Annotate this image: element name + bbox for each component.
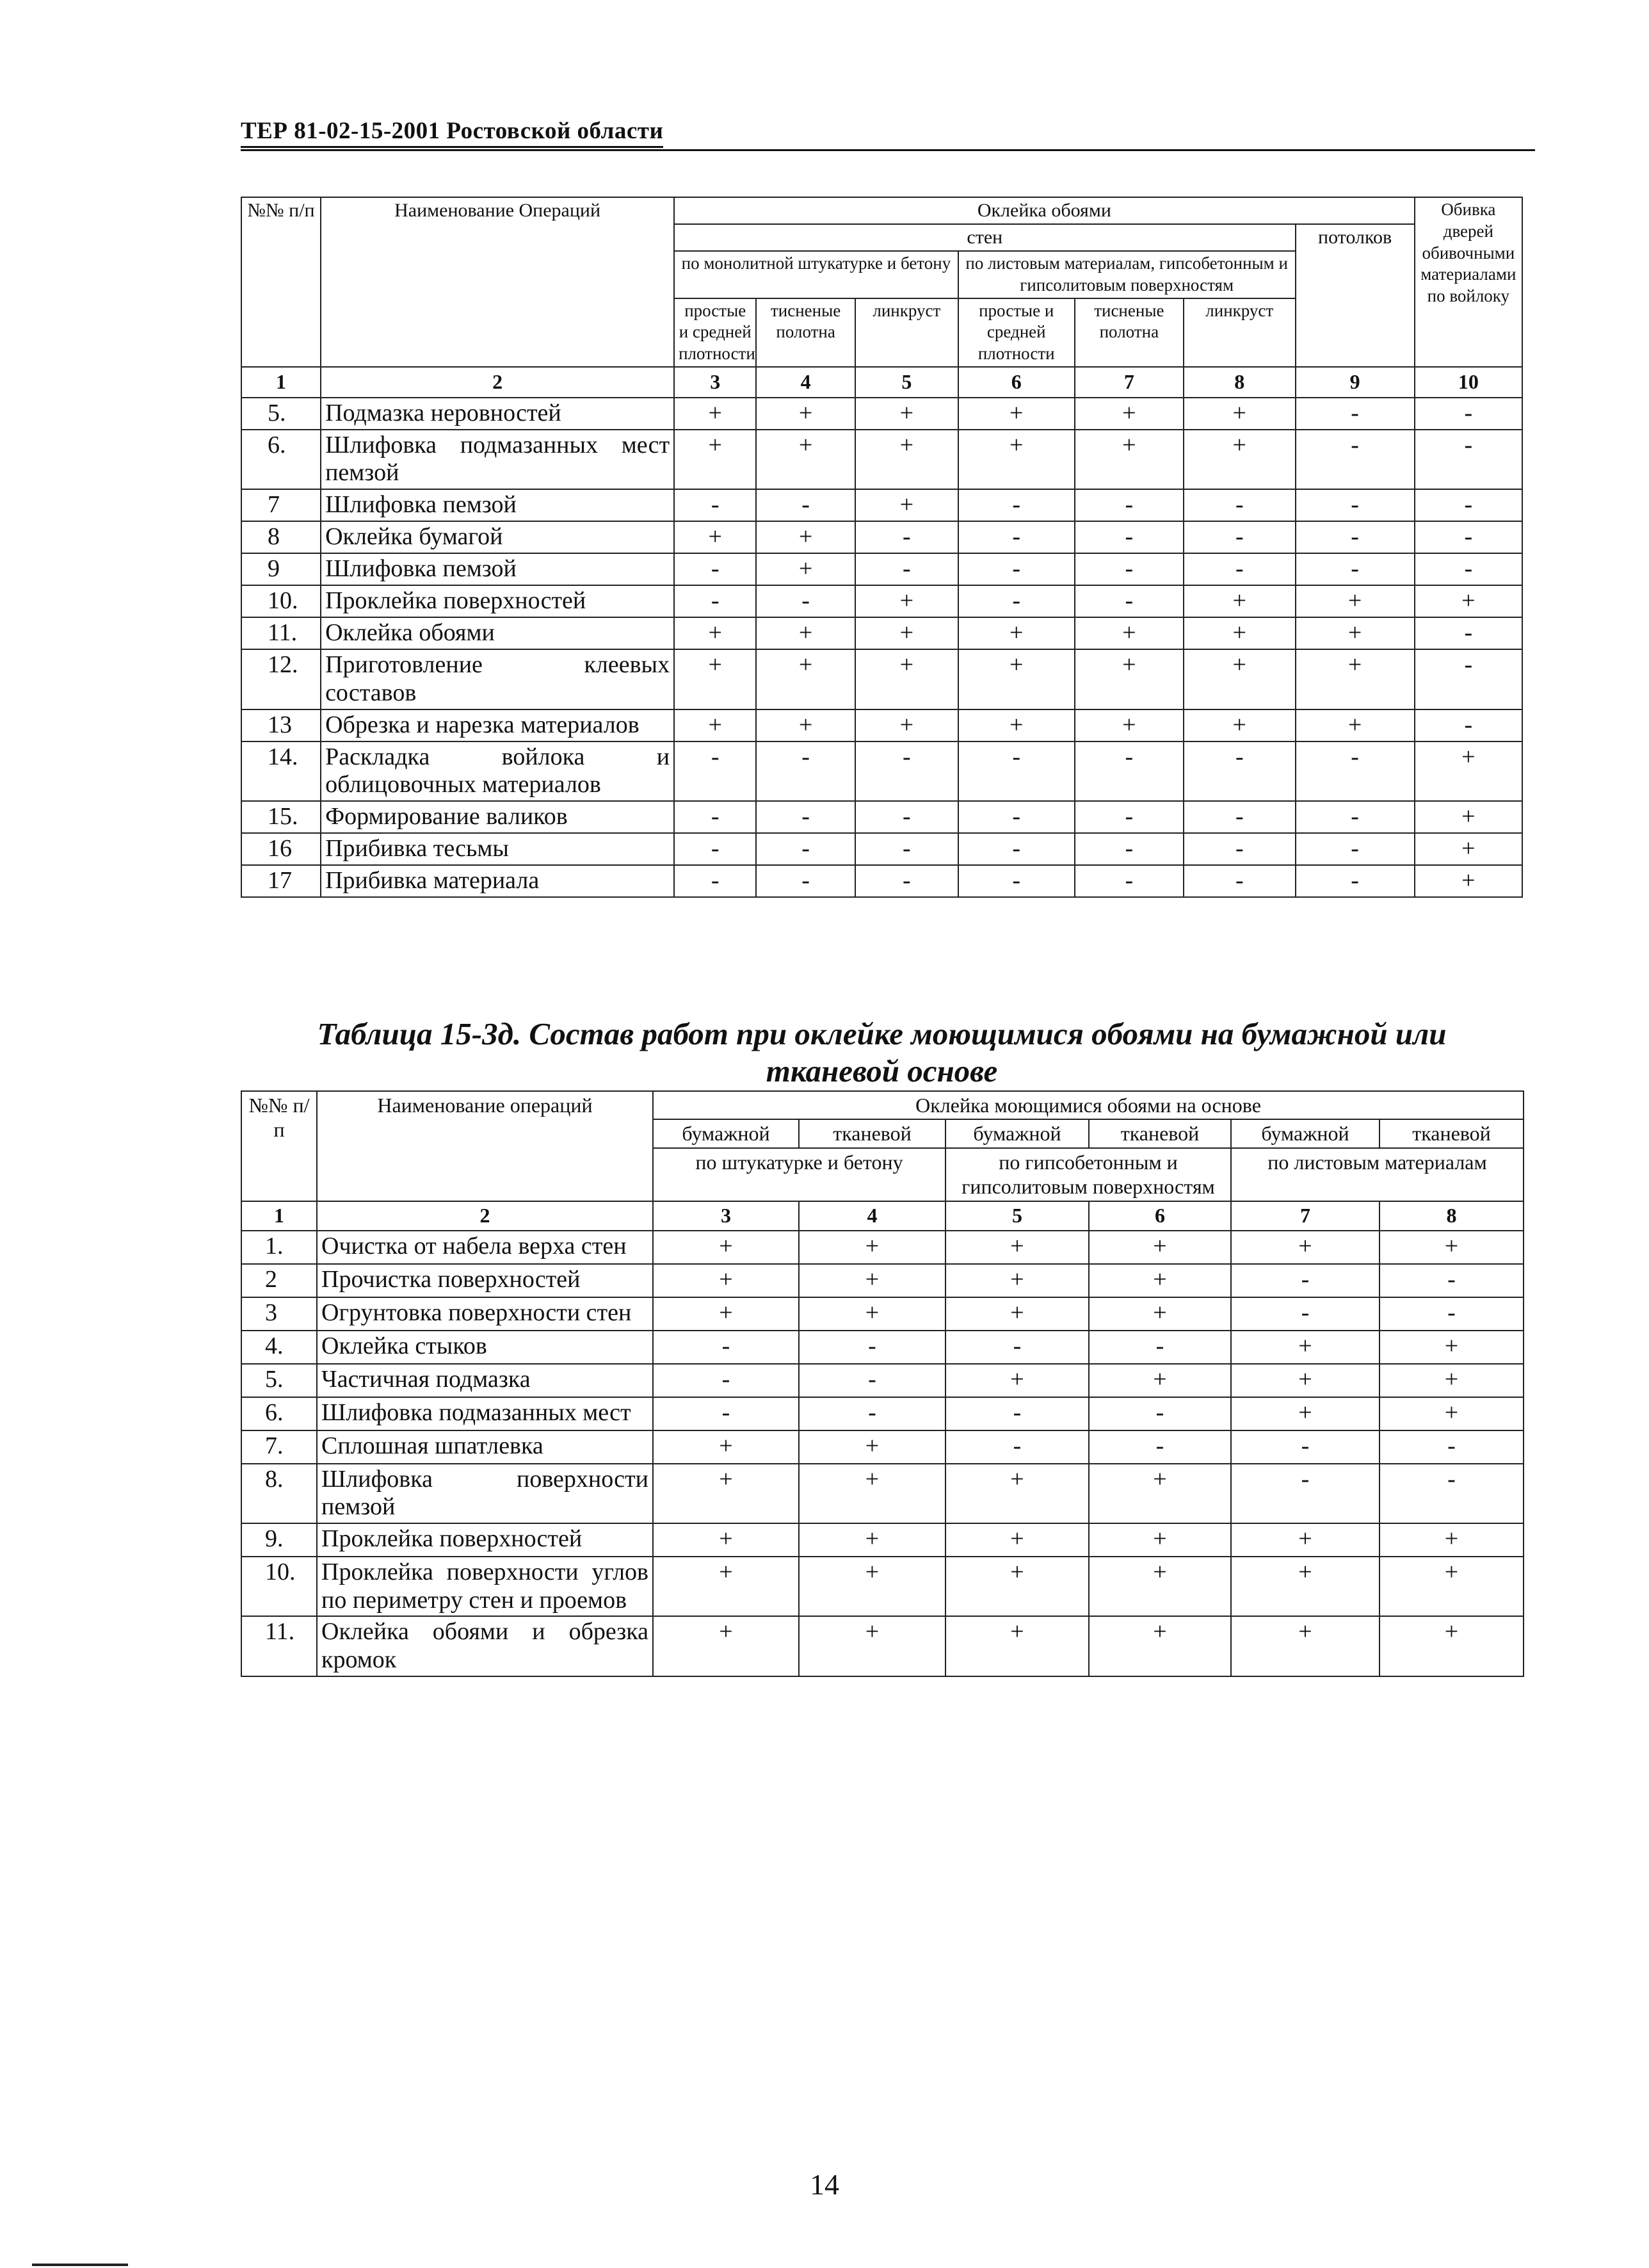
applicability-mark: - [855,833,958,865]
operation-name: Формирование валиков [321,801,674,833]
applicability-mark: - [1075,521,1184,553]
header-num: №№ п/п [241,1091,317,1201]
applicability-mark: - [1075,489,1184,521]
row-number: 5. [241,1364,317,1397]
applicability-mark: - [1296,865,1415,897]
row-number: 15. [241,801,321,833]
applicability-mark: + [1380,1523,1524,1557]
col-number: 8 [1380,1201,1524,1231]
applicability-mark: + [1184,709,1296,741]
applicability-mark: + [674,709,756,741]
row-number: 7 [241,489,321,521]
applicability-mark: + [1184,649,1296,709]
applicability-mark: + [1296,709,1415,741]
table-row [241,833,1522,865]
applicability-mark: - [756,489,855,521]
table-row [241,489,1522,521]
applicability-mark: - [674,553,756,585]
applicability-mark: - [756,801,855,833]
header-simple-2: простые и средней плотности [958,298,1075,367]
header-operation-name: Наименование Операций [321,197,674,367]
applicability-mark: - [958,865,1075,897]
table-row [241,741,1522,801]
header-paper-3: бумажной [1231,1119,1380,1147]
caption-line-2: тканевой основе [766,1053,998,1089]
col-number: 5 [945,1201,1089,1231]
applicability-mark: + [945,1557,1089,1616]
applicability-mark: + [1184,398,1296,430]
applicability-mark: + [1296,617,1415,649]
applicability-mark: + [653,1430,799,1464]
applicability-mark: - [1380,1464,1524,1523]
applicability-mark: + [1089,1523,1231,1557]
applicability-mark: + [799,1464,945,1523]
applicability-mark: + [1075,649,1184,709]
applicability-mark: + [1231,1616,1380,1676]
table-row [241,1364,1524,1397]
applicability-mark: + [945,1523,1089,1557]
col-number: 1 [241,1201,317,1231]
row-number: 14. [241,741,321,801]
applicability-mark: - [674,489,756,521]
table-row [241,1264,1524,1297]
applicability-mark: + [799,1616,945,1676]
applicability-mark: + [855,649,958,709]
applicability-mark: + [1415,741,1522,801]
applicability-mark: + [855,709,958,741]
applicability-mark: - [756,833,855,865]
applicability-mark: - [1296,553,1415,585]
applicability-mark: - [958,553,1075,585]
operation-name: Шлифовка пемзой [321,553,674,585]
applicability-mark: + [653,1464,799,1523]
table-row [241,1231,1524,1264]
header-wallpapering: Оклейка обоями [674,197,1415,224]
applicability-mark: + [799,1523,945,1557]
applicability-mark: + [653,1557,799,1616]
applicability-mark: + [1380,1231,1524,1264]
applicability-mark: + [1415,865,1522,897]
row-number: 10. [241,585,321,617]
row-number: 12. [241,649,321,709]
applicability-mark: - [653,1397,799,1430]
applicability-mark: - [1415,617,1522,649]
applicability-mark: - [958,741,1075,801]
header-num: №№ п/п [241,197,321,367]
applicability-mark: - [1296,489,1415,521]
row-number: 6. [241,1397,317,1430]
applicability-mark: + [756,617,855,649]
applicability-mark: + [1231,1557,1380,1616]
operation-name: Прибивка тесьмы [321,833,674,865]
caption-line-1: Таблица 15-3д. Состав работ при оклейке моющимися обоями на бумажной или [317,1016,1447,1051]
applicability-mark: + [653,1297,799,1331]
row-number: 17 [241,865,321,897]
applicability-mark: - [1380,1264,1524,1297]
applicability-mark: - [1231,1464,1380,1523]
table-row [241,865,1522,897]
applicability-mark: - [799,1397,945,1430]
operation-name: Оклейка обоями и обрезка кромок [317,1616,653,1676]
operation-name: Прочистка поверхностей [317,1264,653,1297]
table-row [241,1523,1524,1557]
table-row [241,1297,1524,1331]
applicability-mark: - [1231,1264,1380,1297]
applicability-mark: - [1184,833,1296,865]
applicability-mark: + [1296,649,1415,709]
applicability-mark: + [855,489,958,521]
applicability-mark: + [1184,585,1296,617]
row-number: 1. [241,1231,317,1264]
applicability-mark: + [855,398,958,430]
row-number: 16 [241,833,321,865]
applicability-mark: - [1296,430,1415,489]
applicability-mark: + [799,1557,945,1616]
applicability-mark: + [1380,1397,1524,1430]
applicability-mark: + [945,1364,1089,1397]
table-row [241,1464,1524,1523]
applicability-mark: - [945,1331,1089,1364]
header-ceilings: потолков [1296,224,1415,367]
applicability-mark: - [1415,521,1522,553]
applicability-mark: - [653,1331,799,1364]
operation-name: Сплошная шпатлевка [317,1430,653,1464]
applicability-mark: + [674,649,756,709]
applicability-mark: + [1231,1364,1380,1397]
table-row [241,649,1522,709]
applicability-mark: + [958,709,1075,741]
operation-name: Очистка от набела верха стен [317,1231,653,1264]
applicability-mark: + [756,553,855,585]
header-lincrusta-2: линкруст [1184,298,1296,367]
applicability-mark: + [674,430,756,489]
applicability-mark: - [674,741,756,801]
table-row [241,1331,1524,1364]
header-paper-1: бумажной [653,1119,799,1147]
header-fabric-1: тканевой [799,1119,945,1147]
applicability-mark: + [1231,1331,1380,1364]
operation-name: Оклейка бумагой [321,521,674,553]
applicability-mark: - [674,585,756,617]
col-number: 4 [799,1201,945,1231]
applicability-mark: - [855,553,958,585]
applicability-mark: - [674,833,756,865]
header-sheet-materials: по листовым материалам [1231,1148,1524,1201]
operation-name: Оклейка обоями [321,617,674,649]
table-row [241,585,1522,617]
col-number: 1 [241,367,321,398]
applicability-mark: - [855,521,958,553]
table-row [241,617,1522,649]
header-fabric-2: тканевой [1089,1119,1231,1147]
header-sheet-materials: по листовым материалам, гипсобетонным и гипсолитовым поверхностям [958,251,1296,298]
applicability-mark: + [958,398,1075,430]
applicability-mark: - [855,801,958,833]
row-number: 8. [241,1464,317,1523]
applicability-mark: + [1231,1231,1380,1264]
applicability-mark: + [945,1231,1089,1264]
header-door-upholstery: Обивка дверей обивочными материалами по войлоку [1415,197,1522,367]
applicability-mark: - [1089,1430,1231,1464]
applicability-mark: + [1184,430,1296,489]
row-number: 4. [241,1331,317,1364]
applicability-mark: + [1380,1331,1524,1364]
header-plaster-concrete: по монолитной штукатурке и бетону [674,251,958,298]
row-number: 9. [241,1523,317,1557]
applicability-mark: + [756,521,855,553]
operations-table-washable-wallpaper [241,1090,1524,1677]
applicability-mark: - [1075,833,1184,865]
col-number: 7 [1231,1201,1380,1231]
applicability-mark: - [756,741,855,801]
operation-name: Обрезка и нарезка материалов [321,709,674,741]
running-header [241,117,1535,151]
applicability-mark: - [1415,430,1522,489]
page-number: 14 [810,2168,839,2201]
col-number: 2 [317,1201,653,1231]
operation-name: Шлифовка подмазанных мест [317,1397,653,1430]
header-embossed-1: тисненые полотна [756,298,855,367]
applicability-mark: + [1415,585,1522,617]
applicability-mark: + [1089,1557,1231,1616]
operation-name: Огрунтовка поверхности стен [317,1297,653,1331]
applicability-mark: + [1089,1616,1231,1676]
col-number: 5 [855,367,958,398]
applicability-mark: - [1296,801,1415,833]
scan-edge-mark [32,2264,128,2266]
applicability-mark: - [1296,521,1415,553]
applicability-mark: + [674,398,756,430]
applicability-mark: + [653,1231,799,1264]
table-row [241,553,1522,585]
applicability-mark: + [756,649,855,709]
applicability-mark: + [1089,1364,1231,1397]
row-number: 9 [241,553,321,585]
applicability-mark: - [1184,741,1296,801]
col-number: 4 [756,367,855,398]
applicability-mark: - [945,1397,1089,1430]
applicability-mark: + [1089,1297,1231,1331]
header-washable-wallpapering: Оклейка моющимися обоями на основе [653,1091,1524,1119]
applicability-mark: - [1415,398,1522,430]
table-row [241,521,1522,553]
row-number: 13 [241,709,321,741]
applicability-mark: - [674,865,756,897]
applicability-mark: + [1415,801,1522,833]
operation-name: Проклейка поверхностей [317,1523,653,1557]
table-row [241,430,1522,489]
applicability-mark: - [1296,833,1415,865]
table-row [241,1397,1524,1430]
applicability-mark: - [855,865,958,897]
header-walls: стен [674,224,1295,251]
applicability-mark: + [855,430,958,489]
header-lincrusta-1: линкруст [855,298,958,367]
col-number: 6 [958,367,1075,398]
applicability-mark: - [958,801,1075,833]
header-simple-1: простые и средней плотности [674,298,756,367]
applicability-mark: - [799,1331,945,1364]
applicability-mark: + [1184,617,1296,649]
applicability-mark: - [1089,1331,1231,1364]
applicability-mark: + [1075,709,1184,741]
operation-name: Приготовление клеевых составов [321,649,674,709]
applicability-mark: + [756,430,855,489]
applicability-mark: + [945,1616,1089,1676]
applicability-mark: - [1415,709,1522,741]
applicability-mark: + [799,1297,945,1331]
col-number: 3 [674,367,756,398]
applicability-mark: + [799,1430,945,1464]
applicability-mark: + [756,398,855,430]
col-number: 9 [1296,367,1415,398]
applicability-mark: + [653,1616,799,1676]
table-row [241,801,1522,833]
applicability-mark: - [855,741,958,801]
operation-name: Раскладка войлока и облицовочных материалов [321,741,674,801]
applicability-mark: + [1075,617,1184,649]
operation-name: Проклейка поверхностей [321,585,674,617]
applicability-mark: + [653,1264,799,1297]
applicability-mark: + [945,1464,1089,1523]
col-number: 10 [1415,367,1522,398]
applicability-mark: + [1415,833,1522,865]
applicability-mark: + [1296,585,1415,617]
operation-name: Шлифовка поверхности пемзой [317,1464,653,1523]
applicability-mark: - [1075,741,1184,801]
applicability-mark: - [1380,1430,1524,1464]
applicability-mark: + [958,430,1075,489]
col-number: 3 [653,1201,799,1231]
header-plaster-concrete: по штукатурке и бетону [653,1148,945,1201]
applicability-mark: - [1231,1297,1380,1331]
applicability-mark: - [1184,521,1296,553]
row-number: 11. [241,617,321,649]
applicability-mark: - [756,585,855,617]
operations-table-wallpaper [241,197,1523,898]
applicability-mark: - [1075,801,1184,833]
applicability-mark: - [1415,649,1522,709]
header-operation-name: Наименование операций [317,1091,653,1201]
applicability-mark: - [1184,489,1296,521]
applicability-mark: + [1231,1523,1380,1557]
applicability-mark: + [855,617,958,649]
operation-name: Шлифовка подмазанных мест пемзой [321,430,674,489]
applicability-mark: + [1089,1464,1231,1523]
row-number: 11. [241,1616,317,1676]
applicability-mark: + [1380,1557,1524,1616]
applicability-mark: - [1184,801,1296,833]
applicability-mark: - [1415,489,1522,521]
applicability-mark: - [1089,1397,1231,1430]
col-number: 8 [1184,367,1296,398]
row-number: 6. [241,430,321,489]
applicability-mark: + [1380,1616,1524,1676]
applicability-mark: + [799,1231,945,1264]
applicability-mark: + [1075,398,1184,430]
applicability-mark: + [653,1523,799,1557]
applicability-mark: + [1075,430,1184,489]
col-number: 2 [321,367,674,398]
applicability-mark: + [1089,1231,1231,1264]
applicability-mark: - [1380,1297,1524,1331]
table-row [241,709,1522,741]
applicability-mark: - [1075,553,1184,585]
applicability-mark: + [1089,1264,1231,1297]
table-row [241,1430,1524,1464]
table-row [241,1557,1524,1616]
header-embossed-2: тисненые полотна [1075,298,1184,367]
operation-name: Оклейка стыков [317,1331,653,1364]
header-paper-2: бумажной [945,1119,1089,1147]
applicability-mark: + [958,649,1075,709]
table-row [241,398,1522,430]
operation-name: Проклейка поверхности углов по периметру стен и проемов [317,1557,653,1616]
applicability-mark: - [1231,1430,1380,1464]
operation-name: Частичная подмазка [317,1364,653,1397]
applicability-mark: + [756,709,855,741]
applicability-mark: - [1296,398,1415,430]
table-row [241,1616,1524,1676]
header-gypsum-surfaces: по гипсобетонным и гипсолитовым поверхностям [945,1148,1231,1201]
row-number: 10. [241,1557,317,1616]
applicability-mark: - [945,1430,1089,1464]
applicability-mark: - [1075,585,1184,617]
applicability-mark: - [1075,865,1184,897]
row-number: 3 [241,1297,317,1331]
document-title: ТЕР 81-02-15-2001 Ростовской области [241,117,663,148]
applicability-mark: + [958,617,1075,649]
applicability-mark: - [958,521,1075,553]
operation-name: Прибивка материала [321,865,674,897]
applicability-mark: + [674,617,756,649]
applicability-mark: + [855,585,958,617]
applicability-mark: - [958,489,1075,521]
applicability-mark: + [1380,1364,1524,1397]
applicability-mark: + [799,1264,945,1297]
applicability-mark: + [945,1297,1089,1331]
applicability-mark: - [1184,553,1296,585]
applicability-mark: + [945,1264,1089,1297]
col-number: 7 [1075,367,1184,398]
applicability-mark: + [1231,1397,1380,1430]
col-number: 6 [1089,1201,1231,1231]
row-number: 7. [241,1430,317,1464]
applicability-mark: - [1415,553,1522,585]
applicability-mark: - [958,833,1075,865]
applicability-mark: - [674,801,756,833]
applicability-mark: - [958,585,1075,617]
applicability-mark: - [799,1364,945,1397]
applicability-mark: - [756,865,855,897]
applicability-mark: - [1296,741,1415,801]
row-number: 8 [241,521,321,553]
operation-name: Подмазка неровностей [321,398,674,430]
row-number: 2 [241,1264,317,1297]
row-number: 5. [241,398,321,430]
header-fabric-3: тканевой [1380,1119,1524,1147]
operation-name: Шлифовка пемзой [321,489,674,521]
applicability-mark: + [674,521,756,553]
applicability-mark: - [653,1364,799,1397]
table-caption [241,1016,1523,1090]
applicability-mark: - [1184,865,1296,897]
